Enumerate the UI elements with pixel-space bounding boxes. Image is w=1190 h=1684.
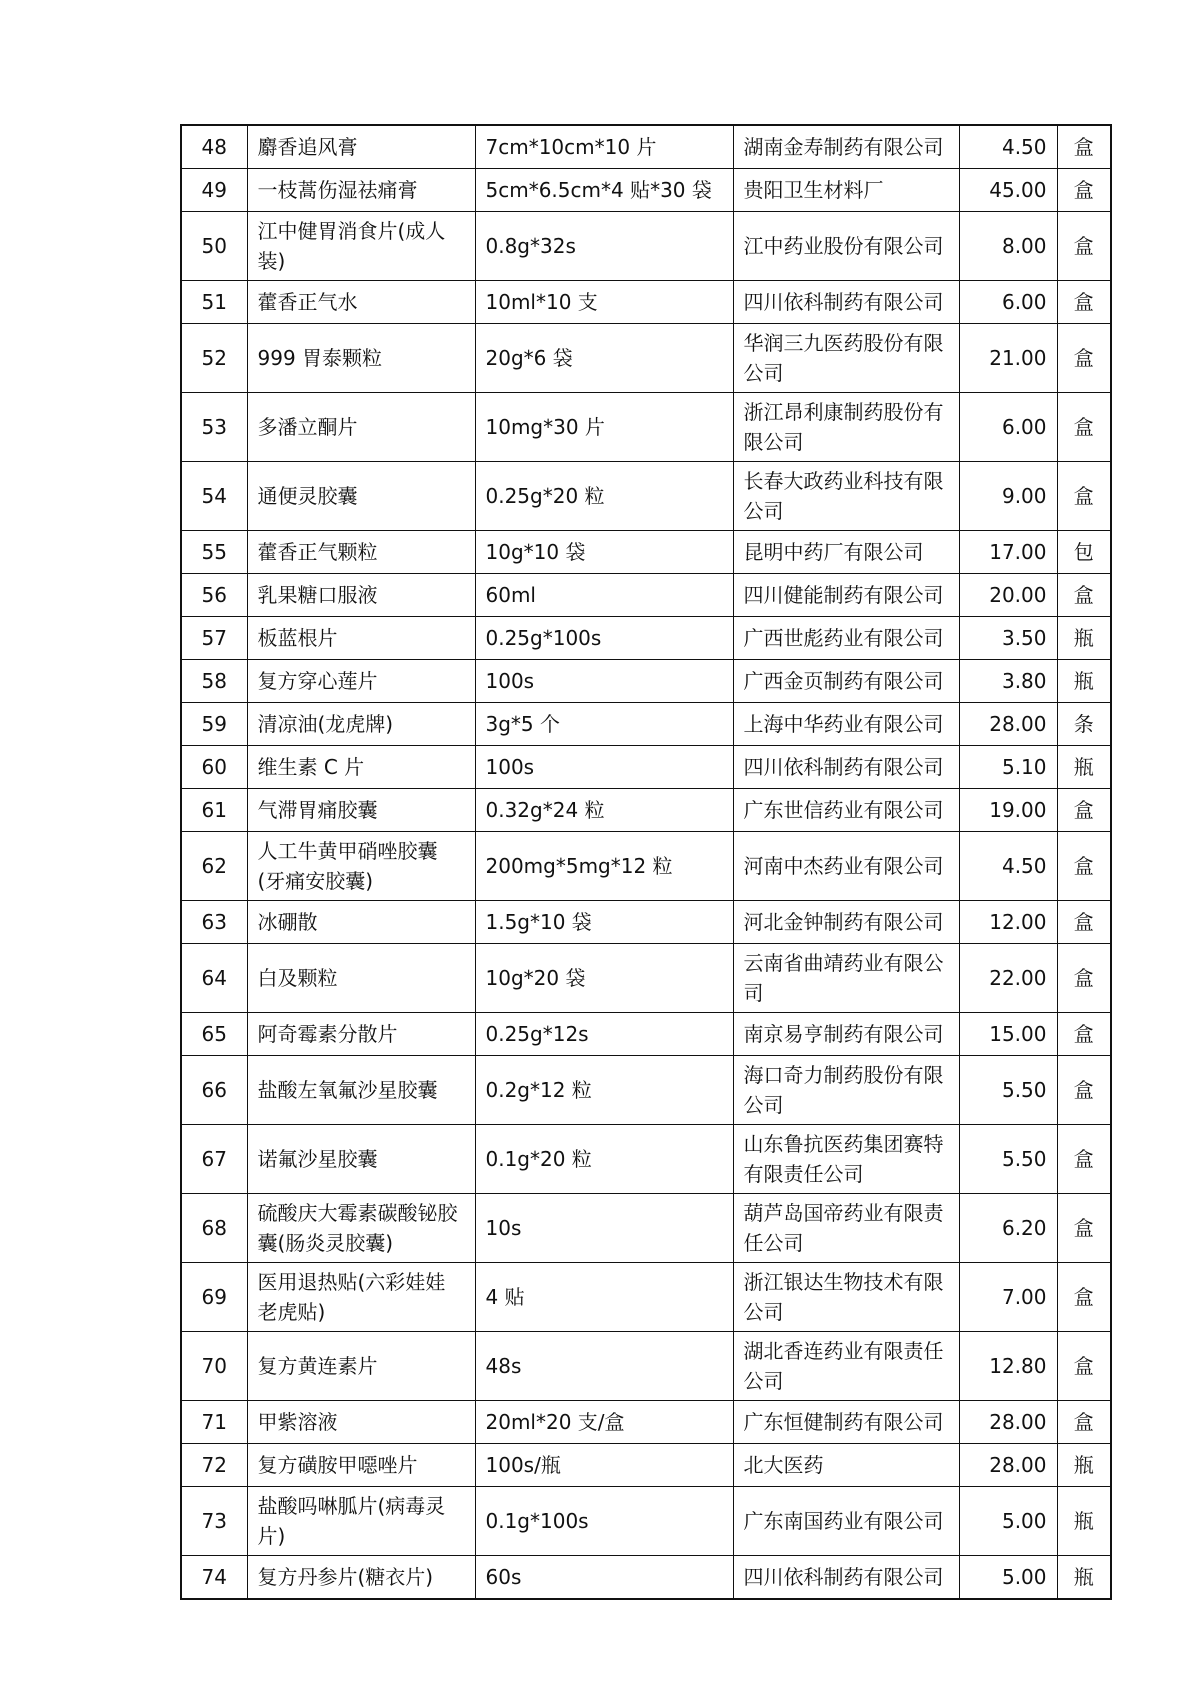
unit: 盒 bbox=[1057, 324, 1111, 393]
manufacturer: 华润三九医药股份有限公司 bbox=[733, 324, 959, 393]
price: 21.00 bbox=[959, 324, 1057, 393]
specification: 0.1g*20 粒 bbox=[475, 1125, 733, 1194]
specification: 0.25g*20 粒 bbox=[475, 462, 733, 531]
price: 6.00 bbox=[959, 281, 1057, 324]
drug-name: 通便灵胶囊 bbox=[247, 462, 475, 531]
specification: 3g*5 个 bbox=[475, 703, 733, 746]
price: 4.50 bbox=[959, 125, 1057, 169]
row-number: 72 bbox=[181, 1444, 247, 1487]
manufacturer: 广西金页制药有限公司 bbox=[733, 660, 959, 703]
drug-name: 999 胃泰颗粒 bbox=[247, 324, 475, 393]
specification: 5cm*6.5cm*4 贴*30 袋 bbox=[475, 169, 733, 212]
row-number: 62 bbox=[181, 832, 247, 901]
price: 5.50 bbox=[959, 1056, 1057, 1125]
unit: 盒 bbox=[1057, 169, 1111, 212]
drug-name: 维生素 C 片 bbox=[247, 746, 475, 789]
drug-name: 甲紫溶液 bbox=[247, 1401, 475, 1444]
specification: 10ml*10 支 bbox=[475, 281, 733, 324]
drug-name: 乳果糖口服液 bbox=[247, 574, 475, 617]
price: 15.00 bbox=[959, 1013, 1057, 1056]
drug-name: 复方丹参片(糖衣片) bbox=[247, 1556, 475, 1600]
specification: 1.5g*10 袋 bbox=[475, 901, 733, 944]
drug-name: 医用退热贴(六彩娃娃老虎贴) bbox=[247, 1263, 475, 1332]
manufacturer: 四川依科制药有限公司 bbox=[733, 746, 959, 789]
manufacturer: 北大医药 bbox=[733, 1444, 959, 1487]
drug-name: 藿香正气水 bbox=[247, 281, 475, 324]
manufacturer: 云南省曲靖药业有限公司 bbox=[733, 944, 959, 1013]
manufacturer: 四川依科制药有限公司 bbox=[733, 281, 959, 324]
unit: 瓶 bbox=[1057, 1556, 1111, 1600]
row-number: 60 bbox=[181, 746, 247, 789]
price: 12.80 bbox=[959, 1332, 1057, 1401]
table-row bbox=[181, 531, 1111, 574]
unit: 盒 bbox=[1057, 832, 1111, 901]
drug-name: 阿奇霉素分散片 bbox=[247, 1013, 475, 1056]
price: 9.00 bbox=[959, 462, 1057, 531]
specification: 0.2g*12 粒 bbox=[475, 1056, 733, 1125]
row-number: 52 bbox=[181, 324, 247, 393]
price: 3.80 bbox=[959, 660, 1057, 703]
manufacturer: 海口奇力制药股份有限公司 bbox=[733, 1056, 959, 1125]
table-row bbox=[181, 1487, 1111, 1556]
table-row bbox=[181, 462, 1111, 531]
unit: 盒 bbox=[1057, 1194, 1111, 1263]
row-number: 59 bbox=[181, 703, 247, 746]
specification: 10g*10 袋 bbox=[475, 531, 733, 574]
unit: 盒 bbox=[1057, 901, 1111, 944]
manufacturer: 河北金钟制药有限公司 bbox=[733, 901, 959, 944]
manufacturer: 广东恒健制药有限公司 bbox=[733, 1401, 959, 1444]
row-number: 68 bbox=[181, 1194, 247, 1263]
price: 8.00 bbox=[959, 212, 1057, 281]
unit: 盒 bbox=[1057, 944, 1111, 1013]
row-number: 53 bbox=[181, 393, 247, 462]
table-row bbox=[181, 944, 1111, 1013]
unit: 瓶 bbox=[1057, 746, 1111, 789]
row-number: 65 bbox=[181, 1013, 247, 1056]
manufacturer: 南京易亨制药有限公司 bbox=[733, 1013, 959, 1056]
drug-name: 清凉油(龙虎牌) bbox=[247, 703, 475, 746]
row-number: 63 bbox=[181, 901, 247, 944]
row-number: 51 bbox=[181, 281, 247, 324]
price: 5.10 bbox=[959, 746, 1057, 789]
row-number: 71 bbox=[181, 1401, 247, 1444]
row-number: 56 bbox=[181, 574, 247, 617]
specification: 200mg*5mg*12 粒 bbox=[475, 832, 733, 901]
table-row bbox=[181, 169, 1111, 212]
table-row bbox=[181, 901, 1111, 944]
unit: 盒 bbox=[1057, 574, 1111, 617]
table-row bbox=[181, 832, 1111, 901]
drug-price-table bbox=[180, 124, 1112, 1600]
price: 6.20 bbox=[959, 1194, 1057, 1263]
price: 28.00 bbox=[959, 1444, 1057, 1487]
row-number: 50 bbox=[181, 212, 247, 281]
table-row bbox=[181, 789, 1111, 832]
row-number: 74 bbox=[181, 1556, 247, 1600]
document-page bbox=[180, 124, 1110, 1600]
table-row bbox=[181, 393, 1111, 462]
specification: 10g*20 袋 bbox=[475, 944, 733, 1013]
specification: 48s bbox=[475, 1332, 733, 1401]
specification: 100s bbox=[475, 660, 733, 703]
table-row bbox=[181, 574, 1111, 617]
specification: 60ml bbox=[475, 574, 733, 617]
manufacturer: 山东鲁抗医药集团赛特有限责任公司 bbox=[733, 1125, 959, 1194]
drug-name: 板蓝根片 bbox=[247, 617, 475, 660]
row-number: 66 bbox=[181, 1056, 247, 1125]
specification: 0.8g*32s bbox=[475, 212, 733, 281]
row-number: 73 bbox=[181, 1487, 247, 1556]
price: 22.00 bbox=[959, 944, 1057, 1013]
row-number: 57 bbox=[181, 617, 247, 660]
price: 5.00 bbox=[959, 1556, 1057, 1600]
table-row bbox=[181, 617, 1111, 660]
manufacturer: 广西世彪药业有限公司 bbox=[733, 617, 959, 660]
price: 7.00 bbox=[959, 1263, 1057, 1332]
row-number: 58 bbox=[181, 660, 247, 703]
manufacturer: 昆明中药厂有限公司 bbox=[733, 531, 959, 574]
specification: 20g*6 袋 bbox=[475, 324, 733, 393]
drug-name: 诺氟沙星胶囊 bbox=[247, 1125, 475, 1194]
price: 3.50 bbox=[959, 617, 1057, 660]
unit: 盒 bbox=[1057, 1056, 1111, 1125]
price: 19.00 bbox=[959, 789, 1057, 832]
table-row bbox=[181, 1194, 1111, 1263]
table-row bbox=[181, 281, 1111, 324]
price: 45.00 bbox=[959, 169, 1057, 212]
unit: 盒 bbox=[1057, 281, 1111, 324]
unit: 盒 bbox=[1057, 1332, 1111, 1401]
price: 4.50 bbox=[959, 832, 1057, 901]
table-row bbox=[181, 125, 1111, 169]
manufacturer: 贵阳卫生材料厂 bbox=[733, 169, 959, 212]
specification: 20ml*20 支/盒 bbox=[475, 1401, 733, 1444]
unit: 盒 bbox=[1057, 1263, 1111, 1332]
manufacturer: 四川健能制药有限公司 bbox=[733, 574, 959, 617]
drug-name: 江中健胃消食片(成人装) bbox=[247, 212, 475, 281]
manufacturer: 长春大政药业科技有限公司 bbox=[733, 462, 959, 531]
price: 5.50 bbox=[959, 1125, 1057, 1194]
manufacturer: 广东世信药业有限公司 bbox=[733, 789, 959, 832]
price: 5.00 bbox=[959, 1487, 1057, 1556]
drug-name: 盐酸左氧氟沙星胶囊 bbox=[247, 1056, 475, 1125]
row-number: 64 bbox=[181, 944, 247, 1013]
table-row bbox=[181, 1332, 1111, 1401]
drug-name: 藿香正气颗粒 bbox=[247, 531, 475, 574]
manufacturer: 江中药业股份有限公司 bbox=[733, 212, 959, 281]
unit: 条 bbox=[1057, 703, 1111, 746]
specification: 0.25g*100s bbox=[475, 617, 733, 660]
drug-name: 人工牛黄甲硝唑胶囊(牙痛安胶囊) bbox=[247, 832, 475, 901]
manufacturer: 上海中华药业有限公司 bbox=[733, 703, 959, 746]
specification: 0.1g*100s bbox=[475, 1487, 733, 1556]
table-row bbox=[181, 1013, 1111, 1056]
row-number: 48 bbox=[181, 125, 247, 169]
unit: 盒 bbox=[1057, 125, 1111, 169]
unit: 瓶 bbox=[1057, 617, 1111, 660]
unit: 盒 bbox=[1057, 1013, 1111, 1056]
unit: 盒 bbox=[1057, 393, 1111, 462]
drug-name: 盐酸吗啉胍片(病毒灵片) bbox=[247, 1487, 475, 1556]
drug-name: 冰硼散 bbox=[247, 901, 475, 944]
price: 28.00 bbox=[959, 1401, 1057, 1444]
table-row bbox=[181, 746, 1111, 789]
unit: 盒 bbox=[1057, 1401, 1111, 1444]
manufacturer: 浙江昂利康制药股份有限公司 bbox=[733, 393, 959, 462]
table-row bbox=[181, 1556, 1111, 1600]
specification: 7cm*10cm*10 片 bbox=[475, 125, 733, 169]
manufacturer: 葫芦岛国帝药业有限责任公司 bbox=[733, 1194, 959, 1263]
unit: 瓶 bbox=[1057, 1487, 1111, 1556]
manufacturer: 浙江银达生物技术有限公司 bbox=[733, 1263, 959, 1332]
specification: 100s bbox=[475, 746, 733, 789]
drug-name: 多潘立酮片 bbox=[247, 393, 475, 462]
row-number: 55 bbox=[181, 531, 247, 574]
row-number: 70 bbox=[181, 1332, 247, 1401]
price: 28.00 bbox=[959, 703, 1057, 746]
manufacturer: 湖北香连药业有限责任公司 bbox=[733, 1332, 959, 1401]
manufacturer: 河南中杰药业有限公司 bbox=[733, 832, 959, 901]
specification: 0.25g*12s bbox=[475, 1013, 733, 1056]
drug-name: 复方穿心莲片 bbox=[247, 660, 475, 703]
price: 12.00 bbox=[959, 901, 1057, 944]
drug-name: 硫酸庆大霉素碳酸铋胶囊(肠炎灵胶囊) bbox=[247, 1194, 475, 1263]
unit: 盒 bbox=[1057, 212, 1111, 281]
unit: 包 bbox=[1057, 531, 1111, 574]
drug-name: 麝香追风膏 bbox=[247, 125, 475, 169]
table-row bbox=[181, 1401, 1111, 1444]
unit: 盒 bbox=[1057, 462, 1111, 531]
manufacturer: 湖南金寿制药有限公司 bbox=[733, 125, 959, 169]
row-number: 69 bbox=[181, 1263, 247, 1332]
manufacturer: 四川依科制药有限公司 bbox=[733, 1556, 959, 1600]
unit: 瓶 bbox=[1057, 660, 1111, 703]
specification: 60s bbox=[475, 1556, 733, 1600]
table-row bbox=[181, 1056, 1111, 1125]
drug-name: 气滞胃痛胶囊 bbox=[247, 789, 475, 832]
specification: 10mg*30 片 bbox=[475, 393, 733, 462]
table-row bbox=[181, 660, 1111, 703]
specification: 100s/瓶 bbox=[475, 1444, 733, 1487]
specification: 10s bbox=[475, 1194, 733, 1263]
drug-name: 一枝蒿伤湿祛痛膏 bbox=[247, 169, 475, 212]
table-row bbox=[181, 212, 1111, 281]
specification: 4 贴 bbox=[475, 1263, 733, 1332]
row-number: 61 bbox=[181, 789, 247, 832]
unit: 盒 bbox=[1057, 789, 1111, 832]
unit: 瓶 bbox=[1057, 1444, 1111, 1487]
table-row bbox=[181, 1263, 1111, 1332]
drug-name: 复方黄连素片 bbox=[247, 1332, 475, 1401]
specification: 0.32g*24 粒 bbox=[475, 789, 733, 832]
row-number: 49 bbox=[181, 169, 247, 212]
manufacturer: 广东南国药业有限公司 bbox=[733, 1487, 959, 1556]
price: 17.00 bbox=[959, 531, 1057, 574]
table-row bbox=[181, 1444, 1111, 1487]
row-number: 67 bbox=[181, 1125, 247, 1194]
unit: 盒 bbox=[1057, 1125, 1111, 1194]
table-row bbox=[181, 703, 1111, 746]
row-number: 54 bbox=[181, 462, 247, 531]
table-row bbox=[181, 1125, 1111, 1194]
drug-name: 白及颗粒 bbox=[247, 944, 475, 1013]
drug-name: 复方磺胺甲噁唑片 bbox=[247, 1444, 475, 1487]
price: 20.00 bbox=[959, 574, 1057, 617]
price: 6.00 bbox=[959, 393, 1057, 462]
table-row bbox=[181, 324, 1111, 393]
